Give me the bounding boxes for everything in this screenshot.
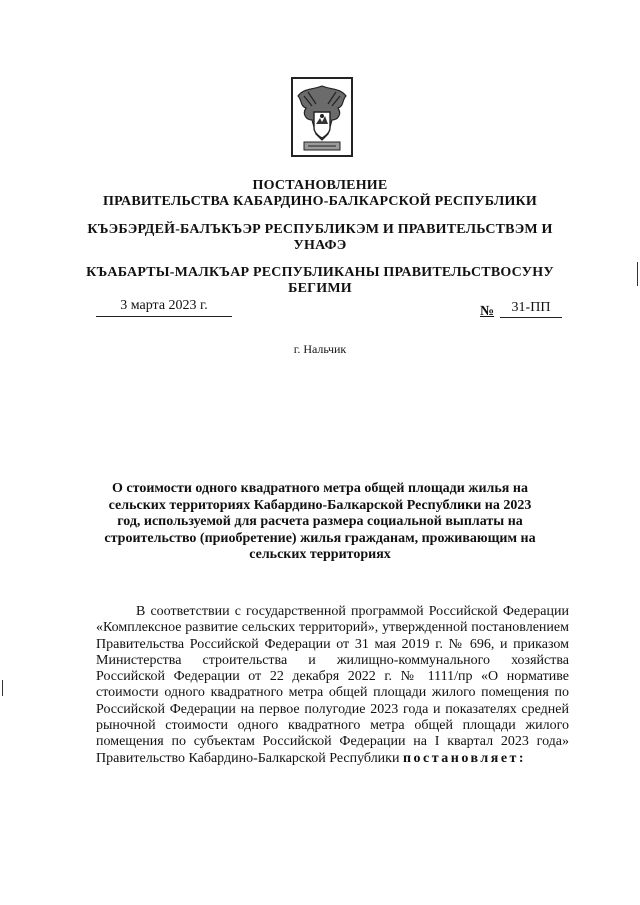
issuer-heading-kabardian: КЪЭБЭРДЕЙ-БАЛЪКЪЭР РЕСПУБЛИКЭМ И ПРАВИТЕЛЬСТВЭМ И УНАФЭ <box>87 222 553 253</box>
body-paragraph <box>96 604 569 767</box>
document-title: О стоимости одного квадратного метра общей площади жилья на сельских территориях Кабардино-Балкарской Республики на 2023 год, используемой для расчета размера социальной выплаты на строительство (приобретение) жилья гражданам, проживающим на сельских территориях <box>104 481 536 562</box>
scan-edge-mark <box>2 680 3 696</box>
scan-edge-mark <box>637 262 638 286</box>
document-number: 31-ПП <box>500 300 562 318</box>
issuer-heading-balkar: КЪАБАРТЫ-МАЛКЪАР РЕСПУБЛИКАНЫ ПРАВИТЕЛЬСТВОСУНУ БЕГИМИ <box>86 265 554 296</box>
body-text: В соответствии с государственной программой Российской Федерации «Комплексное развитие сельских территорий», утвержденной постановлением Правительства Российской Федерации от 31 мая 2019 г. № 696, и приказом Министерства строительства и жилищно-коммунального хозяйства Российской Федерации от 22 декабря 2022 г. № 1111/пр «О нормативе стоимости одного квадратного метра общей площади жилого помещения по Российской Федерации на первое полугодие 2023 года и показателях средней рыночной стоимости одного квадратного метра общей площади жилого помещения по субъектам Российской Федерации на I квартал 2023 года» Правительство Кабардино-Балкарской Республики <box>96 604 569 766</box>
issuer-heading-russian: ПРАВИТЕЛЬСТВА КАБАРДИНО-БАЛКАРСКОЙ РЕСПУБЛИКИ <box>102 194 538 209</box>
document-type-heading: ПОСТАНОВЛЕНИЕ <box>252 178 388 193</box>
decree-word: постановляет: <box>402 750 527 766</box>
coat-of-arms-icon <box>290 76 354 158</box>
document-date: 3 марта 2023 г. <box>96 298 232 317</box>
city-name: г. Нальчик <box>293 342 347 356</box>
number-label: № <box>480 304 495 319</box>
